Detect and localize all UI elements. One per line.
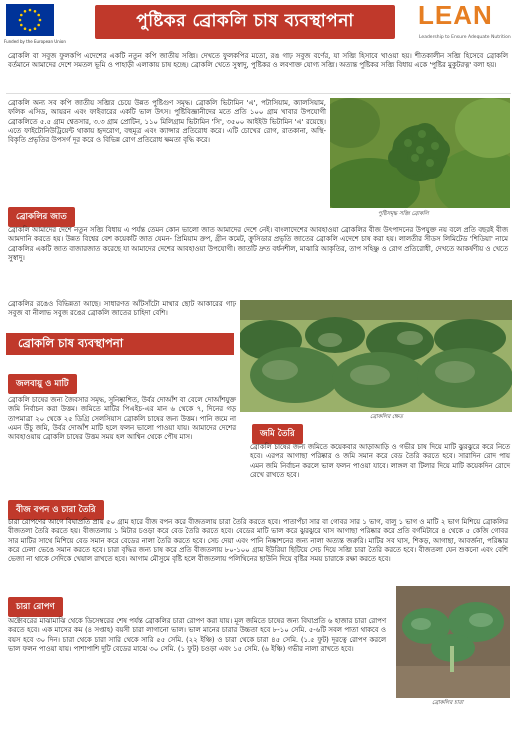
varieties-paragraph: ব্রোকলি আমাদের দেশে নতুন সব্জি বিধায় এ পর্যন্ত তেমন কোন ভালো জাত আমাদের দেশে নেই। বাংলাদেশের আবহাওয়া ব্রোকলির বীজ উৎপাদনের উপযুক্ত নয় বলে প্রতি বছরই বীজ আমদানি করতে হয়। উন্নত বিশ্বের বেশ কয়েকটি জাত যেমন- প্রিমিয়াম ক্রপ, গ্রীন কমেট, ক্রুসিডার প্রভৃতি জাতের ব্রোকলি এদেশে চাষ করা হয়। লালতীর সীডস লিমিটেড 'শিডিয়া' নামে ব্রোকলির একটি জাত বাজারজাত করেছে যা আমাদের দেশের আবহাওয়া উপযোগী। জাতটি দ্রুত বর্ধনশীল, মাঝারি আকৃতির, তাপ সহিষ্ণু ও রোগ প্রতিরোধী, দেখতে আকর্ষণীয় ও খেতে সুস্বাদু।: [8, 226, 508, 262]
seed-bed-paragraph: চারা রোপণের আগে বিঘাপ্রতি প্রায় ৫০ গ্রাম হারে বীজ বপন করে বীজতলায় চারা তৈরি করতে হবে। পাতাপঁচা সার বা গোবর সার ১ ভাগ, বালু ১ ভাগ ও মাটি ২ ভাগ মিশিয়ে ব্রোকলির বীজতলা তৈরি করতে হয়। বীজতলায় ১ মিটার চওড়া করে বেড তৈরি করতে হবে। বেডের মাটি ভাল করে ঝুরঝুরে ঘাস আগাছা পরিষ্কার করে প্রতি বর্গমিটারে ৪ থেকে ৫ কেজি গোবর সার মাটির সাথে মিশিয়ে বেড সমান করে বেডের নালা তৈরি করতে হবে। সেচ দেয়া এবং পানি নিষ্কাশনের জন্য নালা অত্যন্ত জরুরি। মাটির সব ঘাস, শিকড়, আগাছা, আবর্জনা, পরিষ্কার করে ঢেলা ভেঙে সমান করতে হবে। চারা বৃদ্ধির জন্য চাষ করে প্রতি বীজতলায় ৮০-১০০ গ্রাম ইউরিয়া ছিটিয়ে সেচ দিয়ে সব্জি চারা তৈরি করতে হবে। বীজতলা যেন শুকনো এবং বেশি ভেজা না থাকে সেদিকে খেয়াল রাখতে হবে। আগাম মৌসুমে বৃষ্টি হলে বীজতলায় পলিথিনের ছাউনি দিয়ে বৃষ্টির সময় চারাকে রক্ষা করতে হবে।: [8, 518, 508, 564]
field-photo-caption: ব্রোকলির ক্ষেত: [370, 414, 403, 420]
land-prep-paragraph: ব্রোকলি চাষের জন্য জমিতে কয়েকবার আড়াআড়ি ও গভীর চাষ দিয়ে মাটি ঝুরঝুরে করে নিতে হবে। এরপর আগাছা পরিষ্কার ও জমি সমান করে বেড তৈরি করতে হবে। সারাদিন রোদ পায় এমন জমি নির্বাচন করলে ভাল ফলন পাওয়া যাবে। লাঙ্গল বা টিলার দিয়ে মাটি কয়েকদিন রোদে রেখে রাখতে হবে।: [250, 443, 510, 479]
header: [0, 0, 517, 50]
seed-bed-heading: বীজ বপন ও চারা তৈরি: [8, 500, 104, 520]
varieties-color-paragraph: ব্রোকলির রঙেও বিভিন্নতা আছে। সাধারণত আঁটসাঁটো মাথার ছোট আকারের গাঢ় সবুজ বা নীলাভ সবুজ রঙের ব্রোকলি জাতের চাহিদা বেশি।: [8, 300, 236, 318]
seedling-photo-caption: ব্রোকলির চারা: [432, 700, 464, 706]
lean-tagline: Leadership to Ensure Adequate Nutrition: [419, 35, 511, 40]
land-prep-heading: জমি তৈরি: [252, 424, 303, 444]
transplant-paragraph: অক্টোবরের মাঝামাঝি থেকে ডিসেম্বরের শেষ পর্যন্ত ব্রোকলির চারা রোপণ করা যায়। মূল জমিতে চাষের জন্য বিঘাপ্রতি ৬ হাজার চারা রোপণ করতে হবে। এক মাসের কম (৪ সপ্তাহ) বয়সী চারা লাগানো ভাল। ভাল মানের চারার উচ্চতা হবে ৮-১০ সেমি. ৫-৬টি সবল পাতা থাকবে ও বয়স হবে ৩০ দিন। চারা থেকে চারা সারি থেকে সারি ৫৫ সেমি. (২২ ইঞ্চি) ও চারা থেকে চারা ৪৫ সেমি. (১.৫ ফুট) দূরত্বে রোপণ করলে ভাল ফলন পাওয়া যায়। পাশাপাশি দুটি বেডের মাঝে ৩০ সেমি. (১ ফুট) চওড়া এবং ১৫ সেমি. (৬ ইঞ্চি) গভীর নালা রাখতে হবে।: [8, 617, 386, 653]
climate-heading: জলবায়ু ও মাটি: [8, 374, 77, 394]
transplant-heading: চারা রোপণ: [8, 597, 63, 617]
broccoli-head-photo: [330, 98, 510, 208]
nutrition-paragraph: ব্রোকলি অন্য সব কপি জাতীয় সব্জির চেয়ে উন্নত পুষ্টিগুণ সমৃদ্ধ। ব্রোকলি ভিটামিন 'এ', পটাসিয়াম, ক্যালসিয়াম, ফলিক এসিড, আয়রন এবং ফাইবারের একটি ভাল উৎস। পুষ্টিবিজ্ঞানীদের মতে প্রতি ১০০ গ্রাম খাবার উপযোগী ব্রোকলিতে ৫.৫ গ্রাম শ্বেতসার, ৩.৩ গ্রাম প্রোটিন, ১১০ মিলিগ্রাম ভিটামিন 'সি', ৩৫০০ আইইউ ভিটামিন 'এ' রয়েছে। এতে ফাইটোনিউট্রিয়েন্ট থাকায় হৃদরোগ, বহুমূত্র এবং ক্যান্সার প্রতিরোধ করে। এটি চোখের রোগ, রাতকানা, অস্থি-বিকৃতি প্রভৃতির উপসর্গ দূর করে ও বিভিন্ন রোগ প্রতিরোধ ক্ষমতা বৃদ্ধি করে।: [8, 99, 326, 145]
funder-caption: Funded by the European Union: [4, 39, 66, 44]
broccoli-seedling-photo: [396, 586, 510, 698]
climate-paragraph: ব্রোকলি চাষের জন্য জৈবসার সমৃদ্ধ, সুনিষ্কাশিত, উর্বর দোআঁশ বা বেলে দোআঁশযুক্ত জমি নির্বাচন করা উত্তম। জমিতে মাটির পিএইচ-এর মান ৬ থেকে ৭, দিনের গড় তাপমাত্রা ২০ থেকে ২৫ ডিগ্রি সেলসিয়াস ব্রোকলি চাষের জন্য উত্তম। পানি জমে না এমন উঁচু জমি, উর্বর দোআঁশ মাটি হলে ফলন ভালো পাওয়া যায়। আমাদের দেশের আবহাওয়ায় ব্রোকলি চাষের উত্তম সময় হল আশ্বিন থেকে পৌষ মাস।: [8, 396, 236, 442]
intro-paragraph: ব্রোকলি বা সবুজ ফুলকপি এদেশের একটি নতুন কপি জাতীয় সব্জি। দেখতে ফুলকপির মতো, রঙ গাঢ় সবুজ বর্ণের, যা সব্জি হিসাবে খাওয়া হয়। শীতকালীন সব্জি হিসেবে ব্রোকলি বর্তমানে আমাদের দেশে সমতল ভূমি ও পাহাড়ী এলাকায় চাষ হচ্ছে। ব্রোকলি খেতে সুস্বাদু, পুষ্টিকর ও লবণাক্ত যোগ্য সব্জি। অত্যন্ত পুষ্টিকর সব্জি বিধায় একে 'পুষ্টির মুকুটরত্ন' বলা হয়।: [8, 52, 508, 70]
varieties-heading: ব্রোকলির জাত: [8, 207, 75, 227]
management-banner: ব্রোকলি চাষ ব্যবস্থাপনা: [6, 333, 234, 355]
page-title: পুষ্টিকর ব্রোকলি চাষ ব্যবস্থাপনা: [95, 5, 395, 39]
nutrition-photo-caption: পুষ্টিসমৃদ্ধ সব্জি ব্রোকলি: [378, 211, 429, 217]
divider: [6, 93, 511, 94]
lean-logo: LEAN: [418, 0, 493, 30]
eu-flag-logo: [6, 4, 54, 36]
broccoli-field-photo: [240, 300, 512, 412]
